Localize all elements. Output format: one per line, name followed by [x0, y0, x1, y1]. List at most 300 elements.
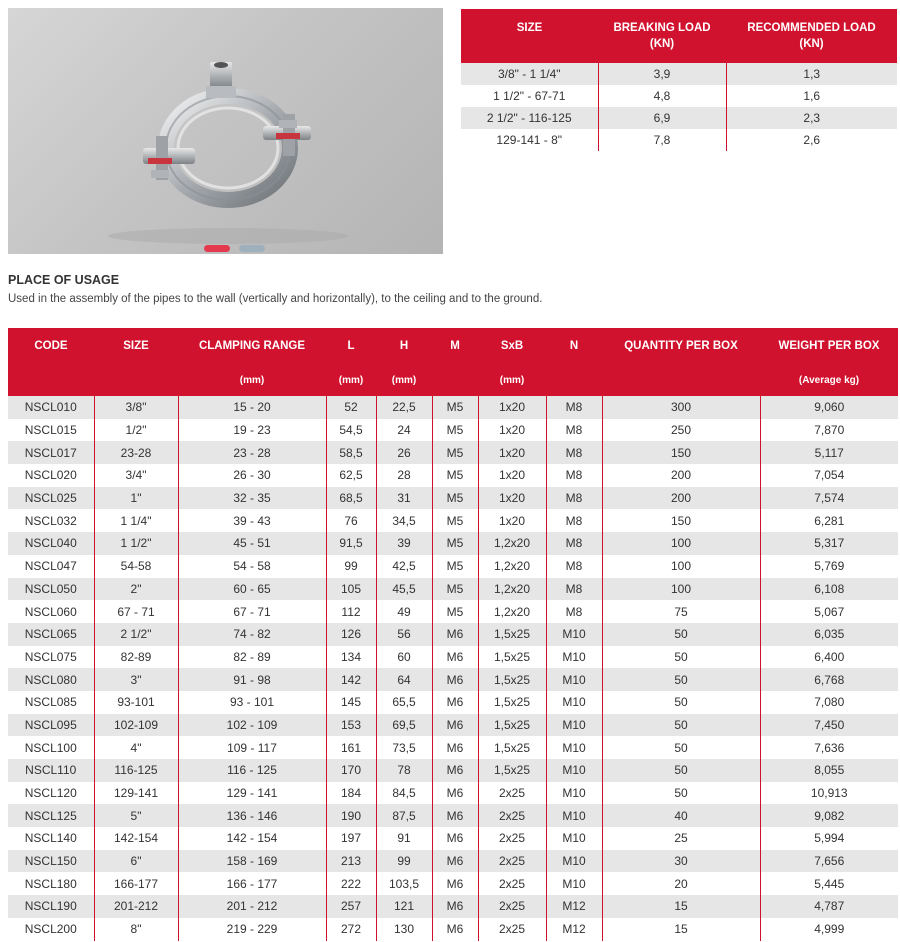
cell-l: 99: [326, 555, 376, 578]
cell-qty: 150: [602, 441, 760, 464]
header-size: SIZE: [461, 9, 598, 63]
cell-l: 161: [326, 736, 376, 759]
cell-l: 153: [326, 714, 376, 737]
load-table-row: [461, 129, 897, 151]
col-clamping-range: CLAMPING RANGE: [178, 328, 326, 364]
cell-l: 142: [326, 668, 376, 691]
table-row: [8, 691, 898, 714]
cell-size: 5": [94, 804, 178, 827]
cell-code: NSCL120: [8, 782, 94, 805]
cell-qty: 15: [602, 895, 760, 918]
cell-h: 56: [376, 623, 432, 646]
table-row: [8, 509, 898, 532]
cell-qty: 15: [602, 918, 760, 941]
cell-range: 129 - 141: [178, 782, 326, 805]
header-recommended-load: RECOMMENDED LOAD (KN): [726, 9, 897, 63]
cell-size: 54-58: [94, 555, 178, 578]
col-l: L: [326, 328, 376, 364]
cell-size: 142-154: [94, 827, 178, 850]
cell-qty: 50: [602, 759, 760, 782]
cell-weight: 5,117: [760, 441, 898, 464]
cell-l: 134: [326, 646, 376, 669]
cell-sxb: 1,2x20: [478, 578, 546, 601]
cell-qty: 200: [602, 464, 760, 487]
cell-size: 3/8": [94, 396, 178, 419]
cell-range: 26 - 30: [178, 464, 326, 487]
cell-sxb: 1,2x20: [478, 555, 546, 578]
cell-sxb: 2x25: [478, 827, 546, 850]
col-n: N: [546, 328, 602, 364]
cell-size: 1 1/4": [94, 509, 178, 532]
unit-m: [432, 364, 478, 396]
table-row: [8, 555, 898, 578]
cell-code: NSCL095: [8, 714, 94, 737]
cell-n: M8: [546, 578, 602, 601]
cell-weight: 7,080: [760, 691, 898, 714]
cell-sxb: 2x25: [478, 895, 546, 918]
cell-m: M5: [432, 396, 478, 419]
cell-l: 62,5: [326, 464, 376, 487]
cell-code: NSCL017: [8, 441, 94, 464]
cell-n: M12: [546, 895, 602, 918]
unit-l: (mm): [326, 364, 376, 396]
cell-code: NSCL010: [8, 396, 94, 419]
col-weight: WEIGHT PER BOX: [760, 328, 898, 364]
cell-sxb: 2x25: [478, 918, 546, 941]
cell-range: 54 - 58: [178, 555, 326, 578]
cell-m: M6: [432, 918, 478, 941]
cell-weight: 7,574: [760, 487, 898, 510]
cell-m: M6: [432, 782, 478, 805]
cell-h: 22,5: [376, 396, 432, 419]
load-cell-recommended: 1,3: [726, 63, 897, 85]
cell-l: 272: [326, 918, 376, 941]
unit-size: [94, 364, 178, 396]
load-cell-recommended: 2,3: [726, 107, 897, 129]
load-cell-size: 2 1/2" - 116-125: [461, 107, 598, 129]
cell-range: 102 - 109: [178, 714, 326, 737]
cell-code: NSCL040: [8, 532, 94, 555]
cell-m: M6: [432, 759, 478, 782]
cell-size: 3": [94, 668, 178, 691]
cell-m: M6: [432, 872, 478, 895]
cell-m: M5: [432, 532, 478, 555]
cell-l: 170: [326, 759, 376, 782]
cell-size: 8": [94, 918, 178, 941]
load-cell-breaking: 6,9: [598, 107, 726, 129]
cell-n: M8: [546, 532, 602, 555]
cell-size: 4": [94, 736, 178, 759]
table-row: [8, 396, 898, 419]
cell-h: 65,5: [376, 691, 432, 714]
cell-h: 64: [376, 668, 432, 691]
cell-n: M8: [546, 464, 602, 487]
product-table-header: [8, 328, 898, 364]
cell-m: M6: [432, 646, 478, 669]
unit-sxb: (mm): [478, 364, 546, 396]
cell-h: 31: [376, 487, 432, 510]
cell-range: 201 - 212: [178, 895, 326, 918]
table-row: [8, 895, 898, 918]
cell-size: 93-101: [94, 691, 178, 714]
col-m: M: [432, 328, 478, 364]
table-row: [8, 464, 898, 487]
table-row: [8, 872, 898, 895]
product-table: [8, 328, 898, 941]
cell-sxb: 2x25: [478, 782, 546, 805]
cell-n: M10: [546, 623, 602, 646]
cell-h: 45,5: [376, 578, 432, 601]
cell-weight: 10,913: [760, 782, 898, 805]
usage-text: Used in the assembly of the pipes to the wall (vertically and horizontally), to the ceiling and to the ground.: [8, 293, 543, 305]
cell-h: 26: [376, 441, 432, 464]
cell-range: 109 - 117: [178, 736, 326, 759]
cell-size: 67 - 71: [94, 600, 178, 623]
cell-h: 121: [376, 895, 432, 918]
cell-sxb: 1,2x20: [478, 600, 546, 623]
cell-size: 82-89: [94, 646, 178, 669]
cell-sxb: 1x20: [478, 487, 546, 510]
table-row: [8, 441, 898, 464]
cell-h: 60: [376, 646, 432, 669]
cell-n: M10: [546, 782, 602, 805]
cell-h: 34,5: [376, 509, 432, 532]
cell-n: M10: [546, 872, 602, 895]
cell-n: M12: [546, 918, 602, 941]
cell-sxb: 2x25: [478, 850, 546, 873]
load-cell-breaking: 7,8: [598, 129, 726, 151]
cell-h: 69,5: [376, 714, 432, 737]
table-row: [8, 850, 898, 873]
cell-m: M5: [432, 464, 478, 487]
cell-qty: 300: [602, 396, 760, 419]
cell-qty: 30: [602, 850, 760, 873]
cell-qty: 40: [602, 804, 760, 827]
cell-m: M5: [432, 555, 478, 578]
cell-qty: 100: [602, 532, 760, 555]
cell-l: 222: [326, 872, 376, 895]
cell-size: 2 1/2": [94, 623, 178, 646]
cell-weight: 5,445: [760, 872, 898, 895]
cell-size: 1 1/2": [94, 532, 178, 555]
cell-sxb: 1x20: [478, 396, 546, 419]
cell-code: NSCL032: [8, 509, 94, 532]
load-cell-size: 1 1/2" - 67-71: [461, 85, 598, 107]
cell-l: 52: [326, 396, 376, 419]
cell-qty: 250: [602, 419, 760, 442]
cell-n: M10: [546, 668, 602, 691]
cell-n: M10: [546, 804, 602, 827]
cell-range: 39 - 43: [178, 509, 326, 532]
cell-size: 102-109: [94, 714, 178, 737]
col-sxb: SxB: [478, 328, 546, 364]
cell-weight: 5,317: [760, 532, 898, 555]
cell-h: 103,5: [376, 872, 432, 895]
cell-size: 23-28: [94, 441, 178, 464]
cell-n: M10: [546, 691, 602, 714]
cell-code: NSCL015: [8, 419, 94, 442]
cell-range: 158 - 169: [178, 850, 326, 873]
cell-h: 73,5: [376, 736, 432, 759]
cell-code: NSCL075: [8, 646, 94, 669]
table-row: [8, 532, 898, 555]
cell-range: 82 - 89: [178, 646, 326, 669]
cell-weight: 6,400: [760, 646, 898, 669]
cell-size: 1": [94, 487, 178, 510]
cell-sxb: 1x20: [478, 464, 546, 487]
cell-l: 54,5: [326, 419, 376, 442]
load-table-row: [461, 63, 897, 85]
cell-sxb: 1,5x25: [478, 691, 546, 714]
cell-m: M5: [432, 441, 478, 464]
carousel-dot-inactive[interactable]: [239, 245, 265, 252]
cell-sxb: 1,5x25: [478, 646, 546, 669]
cell-n: M10: [546, 759, 602, 782]
cell-sxb: 1,5x25: [478, 736, 546, 759]
cell-code: NSCL060: [8, 600, 94, 623]
cell-sxb: 1x20: [478, 419, 546, 442]
cell-code: NSCL065: [8, 623, 94, 646]
cell-h: 24: [376, 419, 432, 442]
cell-code: NSCL047: [8, 555, 94, 578]
cell-l: 91,5: [326, 532, 376, 555]
cell-n: M8: [546, 555, 602, 578]
load-cell-size: 129-141 - 8": [461, 129, 598, 151]
cell-m: M5: [432, 419, 478, 442]
cell-l: 68,5: [326, 487, 376, 510]
cell-range: 19 - 23: [178, 419, 326, 442]
cell-size: 1/2": [94, 419, 178, 442]
cell-n: M8: [546, 441, 602, 464]
cell-m: M6: [432, 714, 478, 737]
cell-m: M5: [432, 600, 478, 623]
cell-code: NSCL110: [8, 759, 94, 782]
table-row: [8, 646, 898, 669]
cell-qty: 50: [602, 623, 760, 646]
cell-sxb: 1,2x20: [478, 532, 546, 555]
pipe-clamp-illustration: [8, 8, 443, 254]
cell-weight: 6,281: [760, 509, 898, 532]
cell-m: M6: [432, 804, 478, 827]
cell-l: 197: [326, 827, 376, 850]
cell-code: NSCL150: [8, 850, 94, 873]
cell-code: NSCL125: [8, 804, 94, 827]
table-row: [8, 668, 898, 691]
product-table-units: [8, 364, 898, 396]
cell-size: 166-177: [94, 872, 178, 895]
cell-size: 6": [94, 850, 178, 873]
load-cell-breaking: 3,9: [598, 63, 726, 85]
cell-sxb: 2x25: [478, 872, 546, 895]
cell-n: M8: [546, 487, 602, 510]
load-cell-recommended: 1,6: [726, 85, 897, 107]
cell-qty: 100: [602, 578, 760, 601]
cell-weight: 7,054: [760, 464, 898, 487]
unit-n: [546, 364, 602, 396]
cell-weight: 5,067: [760, 600, 898, 623]
cell-code: NSCL100: [8, 736, 94, 759]
unit-code: [8, 364, 94, 396]
cell-l: 112: [326, 600, 376, 623]
cell-m: M6: [432, 691, 478, 714]
cell-size: 129-141: [94, 782, 178, 805]
cell-weight: 4,999: [760, 918, 898, 941]
load-table-row: [461, 107, 897, 129]
cell-m: M6: [432, 736, 478, 759]
cell-weight: 9,082: [760, 804, 898, 827]
load-cell-size: 3/8" - 1 1/4": [461, 63, 598, 85]
cell-sxb: 1x20: [478, 441, 546, 464]
cell-h: 130: [376, 918, 432, 941]
cell-n: M10: [546, 714, 602, 737]
cell-range: 219 - 229: [178, 918, 326, 941]
cell-code: NSCL080: [8, 668, 94, 691]
cell-h: 28: [376, 464, 432, 487]
cell-sxb: 1,5x25: [478, 623, 546, 646]
cell-n: M10: [546, 646, 602, 669]
cell-m: M6: [432, 895, 478, 918]
cell-sxb: 1,5x25: [478, 759, 546, 782]
cell-n: M8: [546, 600, 602, 623]
cell-l: 58,5: [326, 441, 376, 464]
cell-code: NSCL050: [8, 578, 94, 601]
cell-range: 93 - 101: [178, 691, 326, 714]
cell-h: 91: [376, 827, 432, 850]
cell-h: 99: [376, 850, 432, 873]
cell-code: NSCL020: [8, 464, 94, 487]
unit-clamping-range: (mm): [178, 364, 326, 396]
load-cell-breaking: 4,8: [598, 85, 726, 107]
load-cell-recommended: 2,6: [726, 129, 897, 151]
cell-qty: 25: [602, 827, 760, 850]
cell-weight: 6,035: [760, 623, 898, 646]
table-row: [8, 623, 898, 646]
col-size: SIZE: [94, 328, 178, 364]
cell-qty: 20: [602, 872, 760, 895]
cell-qty: 150: [602, 509, 760, 532]
cell-code: NSCL140: [8, 827, 94, 850]
cell-weight: 5,994: [760, 827, 898, 850]
cell-h: 78: [376, 759, 432, 782]
unit-weight: (Average kg): [760, 364, 898, 396]
cell-n: M8: [546, 419, 602, 442]
cell-range: 91 - 98: [178, 668, 326, 691]
cell-n: M8: [546, 396, 602, 419]
cell-m: M6: [432, 827, 478, 850]
cell-weight: 7,450: [760, 714, 898, 737]
cell-weight: 7,870: [760, 419, 898, 442]
cell-size: 201-212: [94, 895, 178, 918]
cell-weight: 8,055: [760, 759, 898, 782]
cell-n: M10: [546, 827, 602, 850]
cell-code: NSCL180: [8, 872, 94, 895]
table-row: [8, 419, 898, 442]
cell-range: 15 - 20: [178, 396, 326, 419]
cell-n: M8: [546, 509, 602, 532]
table-row: [8, 578, 898, 601]
cell-range: 67 - 71: [178, 600, 326, 623]
cell-sxb: 1x20: [478, 509, 546, 532]
table-row: [8, 804, 898, 827]
cell-l: 184: [326, 782, 376, 805]
col-quantity: QUANTITY PER BOX: [602, 328, 760, 364]
cell-code: NSCL085: [8, 691, 94, 714]
cell-code: NSCL025: [8, 487, 94, 510]
cell-weight: 7,656: [760, 850, 898, 873]
cell-qty: 50: [602, 736, 760, 759]
cell-range: 23 - 28: [178, 441, 326, 464]
cell-size: 2": [94, 578, 178, 601]
cell-weight: 7,636: [760, 736, 898, 759]
cell-weight: 4,787: [760, 895, 898, 918]
cell-l: 257: [326, 895, 376, 918]
cell-l: 126: [326, 623, 376, 646]
cell-range: 74 - 82: [178, 623, 326, 646]
cell-n: M10: [546, 736, 602, 759]
cell-m: M6: [432, 850, 478, 873]
cell-weight: 6,108: [760, 578, 898, 601]
cell-l: 145: [326, 691, 376, 714]
header-breaking-load: BREAKING LOAD (KN): [598, 9, 726, 63]
col-code: CODE: [8, 328, 94, 364]
cell-code: NSCL200: [8, 918, 94, 941]
product-image: [8, 8, 443, 254]
cell-qty: 200: [602, 487, 760, 510]
cell-n: M10: [546, 850, 602, 873]
unit-h: (mm): [376, 364, 432, 396]
carousel-dot-active[interactable]: [204, 245, 230, 252]
table-row: [8, 487, 898, 510]
cell-range: 60 - 65: [178, 578, 326, 601]
cell-weight: 5,769: [760, 555, 898, 578]
cell-range: 142 - 154: [178, 827, 326, 850]
cell-qty: 50: [602, 782, 760, 805]
unit-quantity: [602, 364, 760, 396]
cell-l: 213: [326, 850, 376, 873]
cell-qty: 50: [602, 668, 760, 691]
cell-l: 76: [326, 509, 376, 532]
table-row: [8, 736, 898, 759]
load-table-row: [461, 85, 897, 107]
load-table-header: [461, 9, 897, 63]
cell-sxb: 1,5x25: [478, 714, 546, 737]
cell-range: 32 - 35: [178, 487, 326, 510]
cell-qty: 50: [602, 691, 760, 714]
cell-weight: 9,060: [760, 396, 898, 419]
cell-h: 49: [376, 600, 432, 623]
cell-qty: 75: [602, 600, 760, 623]
cell-range: 136 - 146: [178, 804, 326, 827]
cell-h: 84,5: [376, 782, 432, 805]
cell-h: 42,5: [376, 555, 432, 578]
usage-title: PLACE OF USAGE: [8, 273, 120, 287]
cell-qty: 100: [602, 555, 760, 578]
cell-size: 3/4": [94, 464, 178, 487]
cell-size: 116-125: [94, 759, 178, 782]
cell-weight: 6,768: [760, 668, 898, 691]
cell-qty: 50: [602, 714, 760, 737]
cell-range: 45 - 51: [178, 532, 326, 555]
cell-sxb: 1,5x25: [478, 668, 546, 691]
table-row: [8, 759, 898, 782]
table-row: [8, 600, 898, 623]
cell-m: M5: [432, 487, 478, 510]
cell-m: M5: [432, 509, 478, 532]
table-row: [8, 827, 898, 850]
cell-m: M6: [432, 668, 478, 691]
cell-qty: 50: [602, 646, 760, 669]
cell-code: NSCL190: [8, 895, 94, 918]
